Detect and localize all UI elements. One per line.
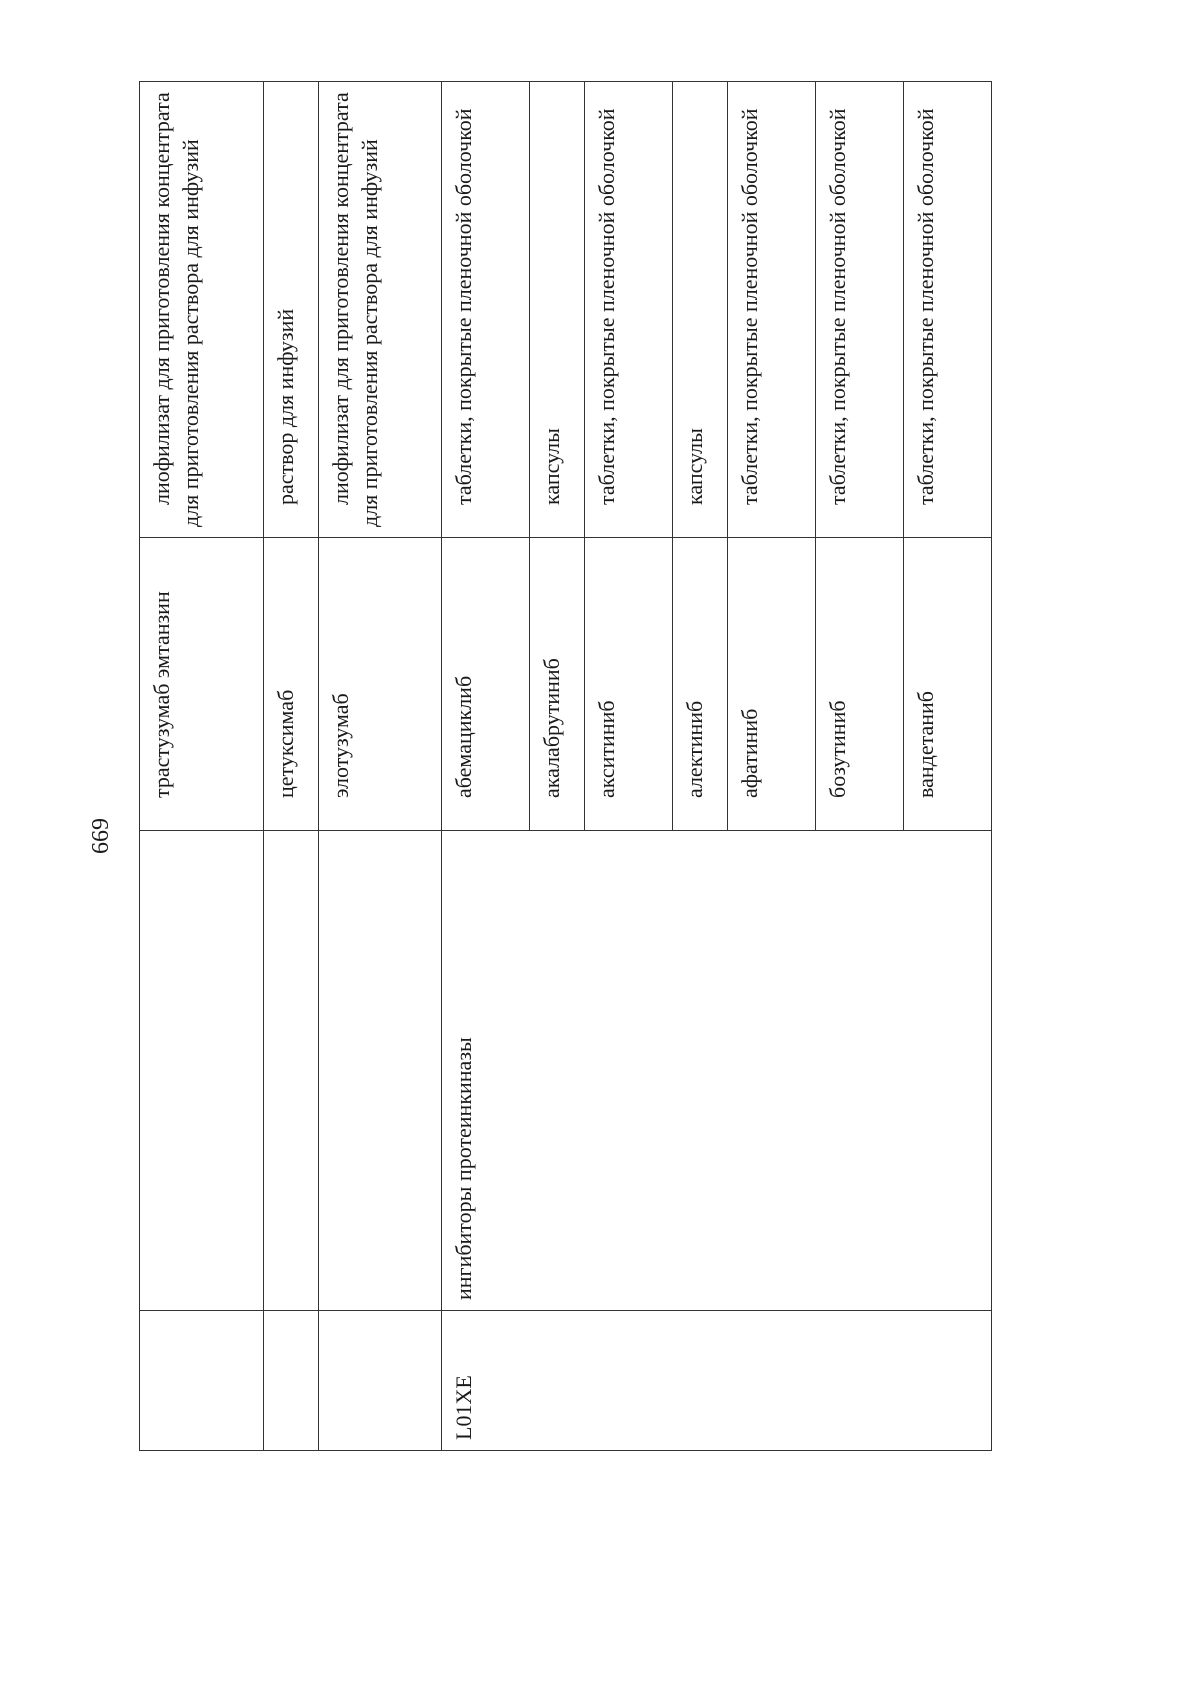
atc-code-cell bbox=[264, 1311, 319, 1451]
group-cell bbox=[140, 831, 264, 1311]
page-number: 669 bbox=[88, 818, 114, 854]
drug-name-cell: абемациклиб bbox=[442, 538, 530, 831]
dosage-form-cell: таблетки, покрытые пленочной оболочкой bbox=[442, 82, 530, 538]
dosage-form-cell: таблетки, покрытые пленочной оболочкой bbox=[904, 82, 992, 538]
group-cell bbox=[319, 831, 442, 1311]
drug-name-cell: афатиниб bbox=[728, 538, 816, 831]
dosage-form-cell: таблетки, покрытые пленочной оболочкой bbox=[585, 82, 673, 538]
dosage-form-cell: капсулы bbox=[673, 82, 728, 538]
drug-name-cell: бозутиниб bbox=[816, 538, 904, 831]
drug-name-cell: трастузумаб эмтанзин bbox=[140, 538, 264, 831]
drug-name-cell: цетуксимаб bbox=[264, 538, 319, 831]
drug-name-cell: алектиниб bbox=[673, 538, 728, 831]
dosage-form-cell: капсулы bbox=[530, 82, 585, 538]
dosage-form-cell: раствор для инфузий bbox=[264, 82, 319, 538]
drug-name-cell: вандетаниб bbox=[904, 538, 992, 831]
drug-name-cell: элотузумаб bbox=[319, 538, 442, 831]
group-cell: ингибиторы протеинкиназы bbox=[442, 831, 992, 1311]
table-row bbox=[442, 82, 530, 1451]
atc-code-cell bbox=[140, 1311, 264, 1451]
table-row bbox=[140, 82, 264, 1451]
medication-table bbox=[139, 81, 992, 1451]
dosage-form-cell: лиофилизат для приготовления концентрата для приготовления раствора для инфузий bbox=[319, 82, 442, 538]
rotated-page-content bbox=[80, 56, 1080, 1616]
dosage-form-cell: лиофилизат для приготовления концентрата для приготовления раствора для инфузий bbox=[140, 82, 264, 538]
group-cell bbox=[264, 831, 319, 1311]
dosage-form-cell: таблетки, покрытые пленочной оболочкой bbox=[816, 82, 904, 538]
table-row bbox=[319, 82, 442, 1451]
drug-name-cell: акситиниб bbox=[585, 538, 673, 831]
atc-code-cell: L01XE bbox=[442, 1311, 992, 1451]
dosage-form-cell: таблетки, покрытые пленочной оболочкой bbox=[728, 82, 816, 538]
drug-name-cell: акалабрутиниб bbox=[530, 538, 585, 831]
table-row bbox=[264, 82, 319, 1451]
atc-code-cell bbox=[319, 1311, 442, 1451]
